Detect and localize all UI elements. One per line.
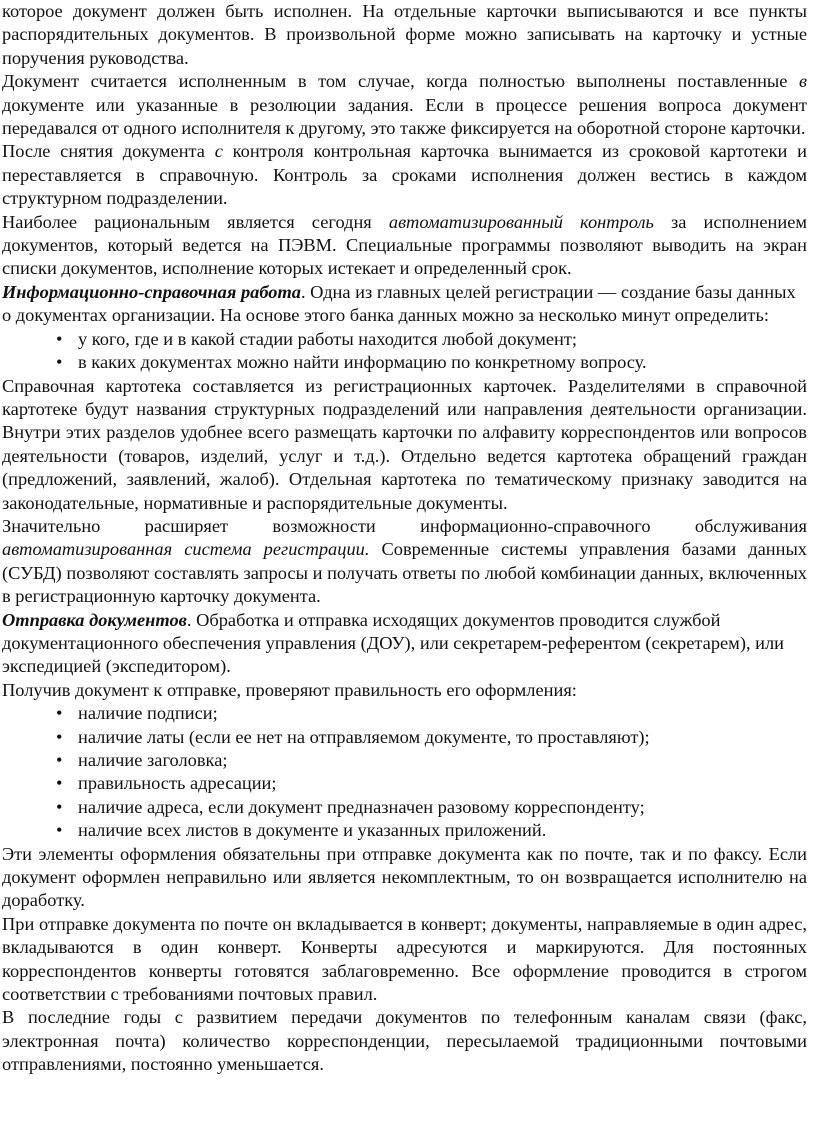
list-item: • правильность адресации;	[56, 772, 807, 795]
bullet-list-checks	[2, 702, 807, 842]
text-segment: После снятия документа	[2, 141, 215, 162]
section-heading: Информационно-справочная работа	[2, 281, 301, 302]
text-segment: . Обработка и отправка исходящих документов проводится службой документационного обеспечения управления (ДОУ), или секретарем-референтом (секретарем), или экспедицией (экспедитором).	[2, 609, 784, 677]
italic-word: с	[214, 141, 223, 162]
italic-term: автоматизированная система регистрации.	[2, 539, 370, 560]
paragraph-automated-control	[2, 211, 807, 281]
paragraph-automated-registration	[2, 515, 807, 609]
italic-word: в	[799, 71, 807, 92]
text-segment: документе или указанные в резолюции задания. Если в процессе решения вопроса документ передавался от одного исполнителя к другому, это также фиксируется на оборотной стороне карточки.	[2, 94, 807, 139]
list-item: • наличие адреса, если документ предназначен разовому корреспонденту;	[56, 796, 807, 819]
text-segment: Документ считается исполненным в том случае, когда полностью выполнены поставленные	[2, 71, 800, 92]
text-segment: . Одна из главных целей регистрации — создание базы данных о документах организации. На основе этого банка данных можно за несколько минут определить:	[2, 281, 796, 326]
list-item: • наличие всех листов в документе и указанных приложений.	[56, 819, 807, 842]
paragraph-reference-card-index: Справочная картотека составляется из регистрационных карточек. Разделителями в справочной картотеке будут названия структурных подразделений или направления деятельности организации. Внутри этих разделов удобнее всего размещать карточки по алфавиту корреспондентов или вопросов деятельности (товаров, изделий, услуг и т.д.). Отдельно ведется картотека обращений граждан (предложений, заявлений, жалоб). Отдельная картотека по тематическому признаку заводится на законодательные, нормативные и распорядительные документы.	[2, 375, 807, 513]
paragraph-info-reference-work	[2, 281, 807, 328]
list-item: • наличие подписи;	[56, 702, 807, 725]
paragraph-mandatory-elements: Эти элементы оформления обязательны при отправке документа как по почте, так и по факсу. Если документ оформлен неправильно или является некомплектным, то он возвращается исполнителю на доработку.	[2, 843, 807, 911]
paragraph-postal-sending: При отправке документа по почте он вкладывается в конверт; документы, направляемые в один адрес, вкладываются в один конверт. Конверты адресуются и маркируются. Для постоянных корреспондентов конверты готовятся заблаговременно. Все оформление проводится в строгом соответствии с требованиями почтовых правил.	[2, 913, 807, 1005]
list-item: • наличие заголовка;	[56, 749, 807, 772]
list-item: • в каких документах можно найти информацию по конкретному вопросу.	[56, 351, 807, 374]
section-heading: Отправка документов	[2, 609, 187, 630]
paragraph-electronic-channels: В последние годы с развитием передачи документов по телефонным каналам связи (факс, электронная почта) количество корреспонденции, пересылаемой традиционными почтовыми отправлениями, постоянно уменьшается.	[2, 1007, 807, 1075]
text-segment: Значительно расширяет возможности информационно-справочного обслуживания	[2, 515, 807, 536]
text-segment: за исполнением документов, который ведется на ПЭВМ. Специальные программы позволяют выводить на экран списки документов, исполнение которых истекает и определенный срок.	[2, 211, 807, 279]
text-segment: Современные системы управления базами данных (СУБД) позволяют составлять запросы и получать ответы по любой комбинации данных, включенных в регистрационную карточку документа.	[2, 539, 808, 607]
text-segment: контроля контрольная карточка вынимается из сроковой картотеки и переставляется в справочную. Контроль за сроками исполнения должен вестись в каждом структурном подразделении.	[2, 141, 807, 209]
paragraph-sending-documents	[2, 609, 807, 679]
list-item: • у кого, где и в какой стадии работы находится любой документ;	[56, 328, 807, 351]
paragraph-document-executed	[2, 70, 807, 140]
list-item: • наличие латы (если ее нет на отправляемом документе, то проставляют);	[56, 726, 807, 749]
bullet-list-lookup	[2, 328, 807, 375]
paragraph-control-removal	[2, 140, 807, 210]
paragraph-control-cards: которое документ должен быть исполнен. На отдельные карточки выписываются и все пункты распорядительных документов. В произвольной форме можно записывать на карточку и устные поручения руководства.	[2, 1, 807, 68]
italic-term: автоматизированный контроль	[388, 211, 654, 232]
paragraph-check-before-sending: Получив документ к отправке, проверяют правильность его оформления:	[2, 679, 577, 700]
text-segment: Наиболее рациональным является сегодня	[2, 211, 389, 232]
